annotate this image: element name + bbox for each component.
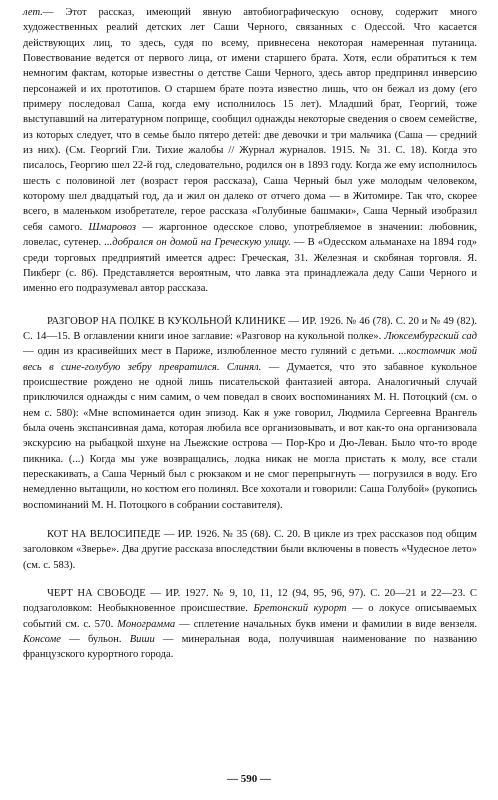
paragraph-1	[23, 314, 477, 513]
text-segment: — бульон.	[60, 634, 130, 646]
paragraph-3	[23, 586, 477, 663]
text-segment: РАЗГОВОР НА ПОЛКЕ В КУКОЛЬНОЙ КЛИНИКЕ — ИР. 1926. № 46 (78). С. 20 и № 49 (82). С. 14—15. В оглавлении книги иное заглавие: «Разговор на кукольной полке».	[23, 315, 477, 342]
italic-text-segment: Люксембургский сад	[384, 330, 477, 342]
italic-text-segment: Бретонский курорт	[253, 603, 347, 615]
italic-text-segment: лет.	[23, 7, 43, 18]
text-segment: ЧЕРТ НА СВОБОДЕ — ИР. 1927. № 9, 10, 11, 12 (94, 95, 96, 97). С. 20—21 и 22—23. С подзаголовком: Необыкновенное происшествие.	[23, 588, 477, 615]
italic-text-segment: Шмаровоз	[88, 221, 136, 233]
text-segment: — один из красивейших мест в Париже, излюбленное место гуляний с детьми.	[23, 346, 399, 358]
page-number: — 590 —	[227, 773, 271, 785]
italic-text-segment: ...добрался он домой на Греческую улицу.	[104, 237, 291, 249]
text-segment: — Этот рассказ, имеющий явную автобиографическую основу, содержит много художественных реалий детских лет Саши Черного, связанных с Одессой. Что касается действующих лиц, то здесь, судя по всему, привнесена некоторая намеренная путаница. Повествование ведется от первого лица, от имени старшего брата. Хотя, если обратиться к тем немногим фактам, которые известны о детстве Саши Черного, здесь автор предпринял инверсию персонажей и их прототипов. О старшем брате поэта известно лишь, что он бежал из дому (его примеру последовал Саша, когда ему исполнилось 15 лет). Младший брат, Георгий, тоже выступавший на литературном поприще, сообщил однажды некоторые сведения о своем семействе, из которых следует, что в семье было пятеро детей: две девочки и три мальчика (Саша — средний из них). (См. Георгий Гли. Тихие жалобы // Журнал журналов. 1915. № 31. С. 18). Когда это писалось, Георгию шел 22-й год, следовательно, родился он в 1893 году. Когда же ему исполнилось шесть с половиной лет (возраст героя рассказа), Саша Черный был уже молодым человеком, которому шел двадцатый год, да и жил он далеко от отчего дома — в Житомире. Так что, скорее всего, в маленьком изобретателе, герое рассказа «Голубиные башмаки», Саша Черный изобразил себя самого.	[23, 7, 477, 233]
paragraph-2	[23, 527, 477, 573]
italic-text-segment: Консоме	[23, 634, 61, 646]
paragraph-0	[23, 5, 477, 297]
text-segment: — минеральная вода, получившая наименование по названию французского курортного города.	[23, 634, 477, 661]
text-segment: — В «Одесском альманахе на 1894 год» среди торговых предприятий имеется адрес: Греческая, 31. Железная и скобяная торговля. Я. Пикберг (с. 86). Представляется вероятным, что лавка эта принадлежала деду Саши Черного и именно его подразумевал автор рассказа.	[23, 237, 478, 295]
text-segment: — Думается, что это забавное кукольное происшествие рождено не одной лишь писательской фантазией автора. Аналогичный случай приключился однажды с ним самим, о чем поведал в своих воспоминаниях М. Н. Потоцкий (см. о нем с. 580): «Мне вспоминается один эпизод. Как я уже говорил, Людмила Сергеевна Врангель была очень экспансивная дама, которая любила все организовывать, и вот как-то она организовала экскурсию на рыбацкой шхуне на Льежские острова — Пор-Кро и Дю-Леван. Было что-то вроде пикника. (...) Когда мы уже возвращались, лодка никак не могла пристать к молу, все стали перескакивать, а Саша Черный был с рюкзаком и не смог перепрыгнуть — погрузился в воду. Его немедленно вытащили, но костюм его полинял. Все хохотали и говорили: Саша Голубой» (рукопись воспоминаний М. Н. Потоцкого в собрании составителя).	[23, 361, 477, 511]
text-segment: — сплетение начальных букв имени и фамилии в виде вензеля.	[175, 618, 478, 630]
text-segment: — о локусе описываемых событий см. с. 570.	[23, 603, 477, 630]
italic-text-segment: ...костомчик мой весь в сине-голубую зебру превратился. Слинял.	[23, 346, 477, 373]
text-segment: КОТ НА ВЕЛОСИПЕДЕ — ИР. 1926. № 35 (68). С. 20. В цикле из трех рассказов под общим заголовком «Зверье». Два другие рассказа впоследствии были включены в повесть «Чудесное лето» (см. с. 583).	[23, 529, 477, 571]
italic-text-segment: Виши	[129, 634, 155, 646]
text-segment: — жаргонное одесское слово, употребляемое в значении: любовник, ловелас, сутенер.	[23, 221, 478, 249]
italic-text-segment: Монограмма	[117, 618, 176, 630]
